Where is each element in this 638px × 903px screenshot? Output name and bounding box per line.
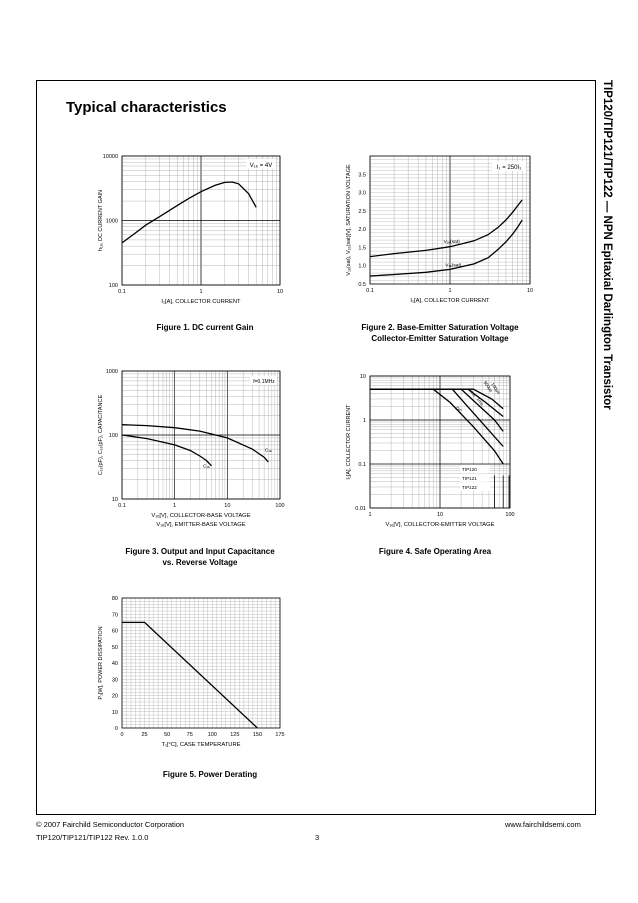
fig1-xlabel: I₁[A], COLLECTOR CURRENT <box>161 299 241 305</box>
fig1-series-1-line <box>122 182 256 243</box>
fig2-ytick-label: 1.0 <box>358 263 366 270</box>
fig4-ytick-label: 1 <box>362 418 366 424</box>
fig1-xtick-label: 10 <box>276 289 284 295</box>
side-title-text: TIP120/TIP121/TIP122 — NPN Epitaxial Darlington Transistor <box>601 80 613 410</box>
fig3-series-1-line <box>122 425 268 462</box>
fig3-series-2-line <box>122 435 212 466</box>
fig5-xtick-label: 100 <box>207 732 217 738</box>
fig5-ytick-label: 50 <box>111 644 118 651</box>
fig5-ytick-label: 60 <box>111 628 118 635</box>
fig3-xtick-label: 1 <box>173 503 177 509</box>
fig5-ytick-label: 80 <box>111 596 118 602</box>
fig4-annotation-1ms: 1ms <box>475 396 485 407</box>
fig4-limit-label-TIP122: TIP122 <box>462 484 477 490</box>
fig4-series-3-line <box>370 389 503 431</box>
fig2-ytick-label: 1.5 <box>358 245 366 252</box>
fig4-xtick-label: 10 <box>436 512 444 518</box>
fig2-caption <box>340 322 540 344</box>
fig5-xtick-label: 0 <box>120 732 124 738</box>
fig5-ytick-label: 70 <box>111 612 118 619</box>
fig2-series-1-label: V₁ₑ(sat) <box>443 240 460 246</box>
fig4-limit-label-TIP121: TIP121 <box>462 475 477 481</box>
fig1-annotation-vce: V₁ₑ = 4V <box>249 163 273 169</box>
fig3-caption <box>100 546 300 568</box>
fig4-ytick-label: 0.1 <box>358 462 366 468</box>
fig3-ytick-label: 10 <box>111 497 118 503</box>
fig5-ytick-label: 30 <box>111 677 118 684</box>
fig5-xtick-label: 50 <box>164 732 171 738</box>
footer-url: www.fairchildsemi.com <box>505 820 581 829</box>
fig2-series-2-label: V₁ₑ(sat) <box>445 263 462 269</box>
fig3-series-1-label: C₁ₑ <box>264 448 272 454</box>
fig3-series-2-label: C₁ₑ <box>202 464 210 470</box>
fig5-xtick-label: 150 <box>252 732 263 738</box>
fig1-xtick-label: 0.1 <box>118 289 126 295</box>
fig5-ytick-label: 10 <box>111 709 118 716</box>
fig1-grid <box>122 156 280 285</box>
fig3-caption-line2: vs. Reverse Voltage <box>162 558 238 567</box>
fig5-ytick-label: 0 <box>114 726 118 732</box>
footer-doc: TIP120/TIP121/TIP122 Rev. 1.0.0 <box>36 833 149 842</box>
fig2-ytick-label: 3.0 <box>358 190 366 197</box>
fig1-ylabel: h₁ₑ, DC CURRENT GAIN <box>98 189 104 252</box>
fig3-caption-line1: Figure 3. Output and Input Capacitance <box>125 547 275 556</box>
fig2-ytick-label: 0.5 <box>358 282 366 288</box>
fig4-xtick-label: 100 <box>505 512 515 518</box>
fig4-xlabel: V₁ₑ[V], COLLECTOR-EMITTER VOLTAGE <box>385 522 495 528</box>
fig3-xtick-label: 100 <box>275 503 285 509</box>
fig4-ylabel: I₁[A], COLLECTOR CURRENT <box>346 404 352 480</box>
fig4-annotation-100us: 100µs <box>490 381 502 395</box>
fig2-caption-line1: Figure 2. Base-Emitter Saturation Voltage <box>361 323 519 332</box>
fig2-annotation-ic: I₁ = 250I₁ <box>496 165 522 171</box>
fig1-caption: Figure 1. DC current Gain <box>156 323 254 332</box>
fig2-ytick-label: 2.5 <box>358 208 366 215</box>
fig4-caption: Figure 4. Safe Operating Area <box>378 547 492 556</box>
fig2-ytick-label: 3.5 <box>358 172 366 179</box>
fig5-xtick-label: 125 <box>230 732 240 738</box>
fig2-xtick-label: 10 <box>526 288 534 294</box>
fig1-xtick-label: 1 <box>199 289 203 295</box>
footer-page: 3 <box>315 833 320 842</box>
fig2-xlabel: I₁[A], COLLECTOR CURRENT <box>410 298 490 304</box>
fig3-xlabel: V₁ₑ[V], COLLECTOR-BASE VOLTAGE <box>151 513 251 519</box>
fig3-ylabel: C₁ₑ(pF), C₁ₑ(pF), CAPACITANCE <box>98 394 104 476</box>
fig3-annotation-freq: f=0.1MHz <box>253 379 275 385</box>
fig5-grid <box>122 598 280 728</box>
section-title: Typical characteristics <box>66 99 227 116</box>
fig5-xtick-label: 75 <box>186 732 193 738</box>
fig3-xtick-label: 10 <box>224 503 231 509</box>
fig5-ytick-label: 40 <box>111 661 118 667</box>
fig5-ylabel: P₁[W], POWER DISSIPATION <box>98 626 104 700</box>
fig4-ytick-label: 10 <box>359 374 366 380</box>
fig5-caption: Figure 5. Power Derating <box>162 770 258 779</box>
fig4-annotation-5ms: 5ms <box>468 387 478 398</box>
fig2-ytick-label: 2.0 <box>358 227 366 234</box>
fig5-xtick-label: 25 <box>141 732 148 738</box>
fig5-xlabel: T₁[°C], CASE TEMPERATURE <box>161 742 241 748</box>
fig4-ytick-label: 0.01 <box>355 506 366 512</box>
fig4-limit-label-TIP120: TIP120 <box>462 466 477 472</box>
fig3-ytick-label: 100 <box>108 433 118 439</box>
fig2-caption-line2: Collector-Emitter Saturation Voltage <box>371 334 509 343</box>
fig1-ytick-label: 100 <box>108 283 118 289</box>
fig2-xtick-label: 1 <box>448 288 452 294</box>
fig4-annotation-dc: DC <box>453 405 464 415</box>
fig1-ytick-label: 1000 <box>105 218 118 225</box>
fig3-grid <box>122 371 280 499</box>
fig3-ytick-label: 1000 <box>105 369 118 375</box>
fig3-xlabel2: V₁ₑ[V], EMITTER-BASE VOLTAGE <box>156 522 246 528</box>
fig5-ytick-label: 20 <box>111 693 118 700</box>
fig4-xtick-label: 1 <box>368 512 372 518</box>
footer-copyright: © 2007 Fairchild Semiconductor Corporation <box>36 820 185 829</box>
fig1-ytick-label: 10000 <box>102 154 118 160</box>
fig2-ylabel: V₁ₑ(sat), V₁ₑ(sat)[V], SATURATION VOLTAGE <box>346 164 352 276</box>
fig2-xtick-label: 0.1 <box>366 288 374 294</box>
fig4-annotation-500us: 500µs <box>482 380 494 394</box>
fig3-xtick-label: 0.1 <box>118 503 126 509</box>
fig5-xtick-label: 175 <box>275 732 285 738</box>
